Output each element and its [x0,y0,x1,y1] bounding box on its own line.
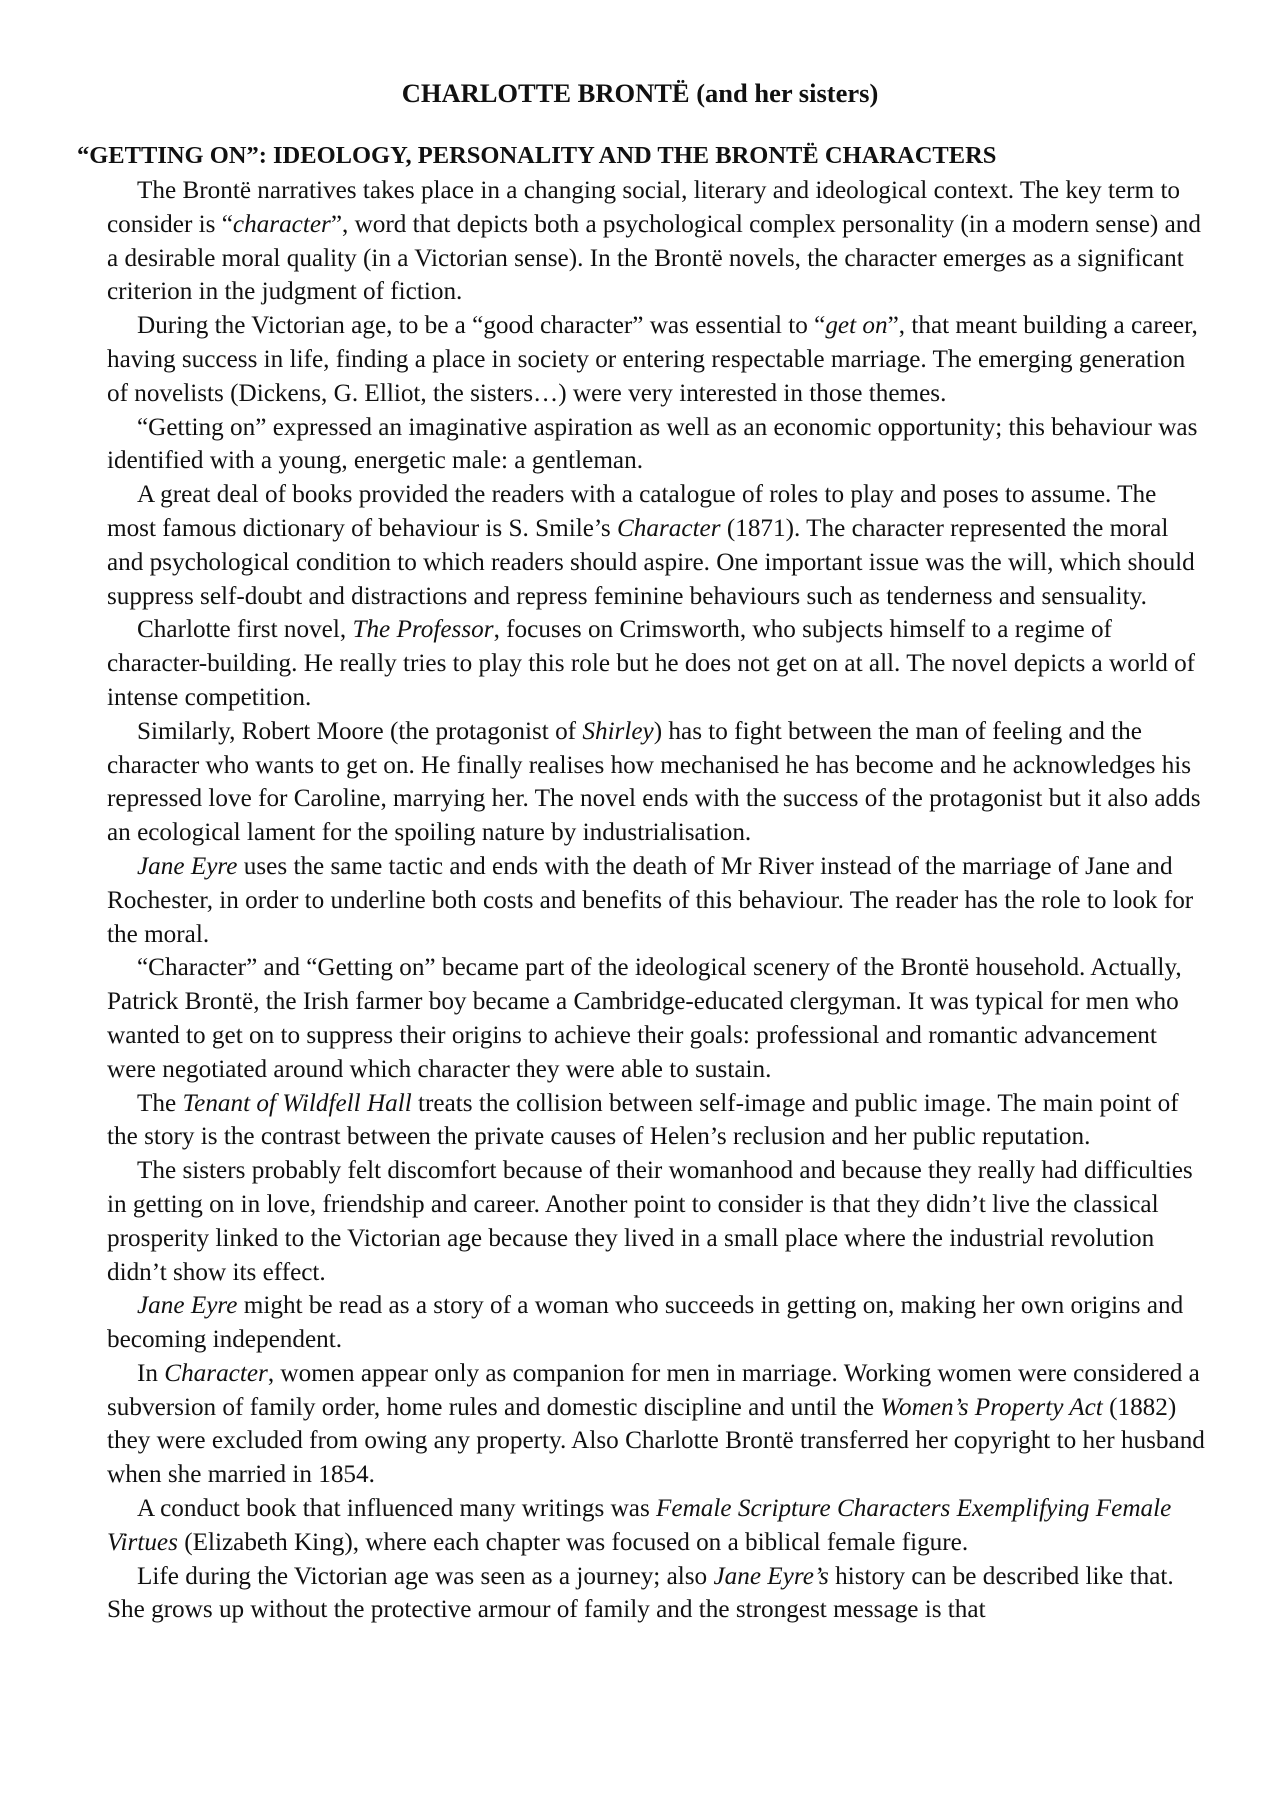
text-run: A conduct book that influenced many writings was [137,1495,657,1523]
paragraph [107,715,1207,850]
italic-text: Character [617,514,721,542]
italic-text: get on [825,312,888,340]
paragraph [107,1289,1207,1357]
document-title: CHARLOTTE BRONTË (and her sisters) [401,78,879,108]
text-run: During the Victorian age, to be a “good character” was essential to “ [137,312,826,340]
paragraph [107,1560,1207,1628]
text-run: , women appear only as companion for men in marriage. Working women were considered a subversion of family order, home rules and domestic discipline and until the [107,1359,1200,1421]
text-run: In [137,1359,165,1387]
text-run: Life during the Victorian age was seen as a journey; also [137,1562,714,1590]
text-run: (1871). The character represented the moral and psychological condition to which readers should aspire. One important issue was the will, which should suppress self-doubt and distractions and repress feminine behaviours such as tenderness and sensuality. [107,514,1195,610]
text-run: A great deal of books provided the readers with a catalogue of roles to play and poses to assume. The most famous dictionary of behaviour is S. Smile’s [107,481,1157,542]
text-run: uses the same tactic and ends with the death of Mr River instead of the marriage of Jane and Rochester, in order to underline both costs and benefits of this behaviour. The reader has the role to look for the moral. [107,852,1194,948]
paragraph [107,309,1207,410]
paragraph [107,478,1207,613]
text-run: ) has to fight between the man of feeling and the character who wants to get on. He finally realises how mechanised he has become and he acknowledges his repressed love for Caroline, marrying her. The novel ends with the success of the protagonist but it also adds an ecological lament for the spoiling nature by industrialisation. [107,717,1201,847]
italic-text: Character [164,1359,268,1387]
italic-text: character [232,210,331,238]
paragraph [107,1087,1207,1155]
italic-text: Shirley [582,717,654,745]
paragraph [107,951,1207,1086]
text-run: (1882) they were excluded from owing any property. Also Charlotte Brontë transferred her copyright to her husband when she married in 1854. [107,1393,1205,1489]
italic-text: Women’s Property Act [880,1393,1103,1421]
paragraph [107,1357,1207,1492]
paragraph [107,1492,1207,1560]
italic-text: The Professor [352,616,494,644]
text-run: might be read as a story of a woman who succeeds in getting on, making her own origins and becoming independent. [107,1292,1184,1354]
italic-text: Female Scripture Characters Exemplifying Female Virtues [107,1495,1172,1556]
text-run: Charlotte first novel, [137,616,353,644]
text-run: “Getting on” expressed an imaginative aspiration as well as an economic opportunity; this behaviour was identified with a young, energetic male: a gentleman. [107,413,1198,475]
paragraph [107,411,1207,479]
text-run: history can be described like that. She grows up without the protective armour of family and the strongest message is that [107,1562,1174,1624]
section-heading: “GETTING ON”: IDEOLOGY, PERSONALITY AND THE BRONTË CHARACTERS [77,142,997,169]
text-run: The Brontë narratives takes place in a changing social, literary and ideological context. The key term to consider is “ [107,177,1181,238]
paragraph [107,613,1207,714]
text-run: The [137,1089,183,1117]
italic-text: Jane Eyre [137,852,238,880]
text-run: ”, word that depicts both a psychological complex personality (in a modern sense) and a desirable moral quality (in a Victorian sense). In the Brontë novels, the character emerges as a significant criterion in the judgment of fiction. [107,210,1201,306]
text-run: , focuses on Crimsworth, who subjects himself to a regime of character-building. He really tries to play this role but he does not get on at all. The novel depicts a world of intense competition. [107,616,1196,711]
italic-text: Jane Eyre [137,1292,238,1320]
text-run: (Elizabeth King), where each chapter was focused on a biblical female figure. [177,1528,969,1556]
text-run: The sisters probably felt discomfort because of their womanhood and because they really had difficulties in getting on in love, friendship and career. Another point to consider is that they didn’t live the classical prosperity linked to the Victorian age because they lived in a small place where the industrial revolution didn’t show its effect. [107,1157,1193,1286]
italic-text: Jane Eyre’s [713,1562,829,1590]
paragraph [107,174,1207,309]
text-run: treats the collision between self-image and public image. The main point of the story is the contrast between the private causes of Helen’s reclusion and her public reputation. [107,1089,1179,1151]
body-text [107,174,1207,1627]
text-run: “Character” and “Getting on” became part of the ideological scenery of the Brontë household. Actually, Patrick Brontë, the Irish farmer boy became a Cambridge-educated clergyman. It was typical for men who wanted to get on to suppress their origins to achieve their goals: professional and romantic advancement were negotiated around which character they were able to sustain. [107,954,1182,1083]
paragraph [107,850,1207,951]
text-run: Similarly, Robert Moore (the protagonist of [137,717,583,745]
text-run: ”, that meant building a career, having success in life, finding a place in society or entering respectable marriage. The emerging generation of novelists (Dickens, G. Elliot, the sisters…) were very interested in those themes. [107,312,1198,407]
italic-text: Tenant of Wildfell Hall [182,1089,412,1117]
paragraph [107,1154,1207,1289]
